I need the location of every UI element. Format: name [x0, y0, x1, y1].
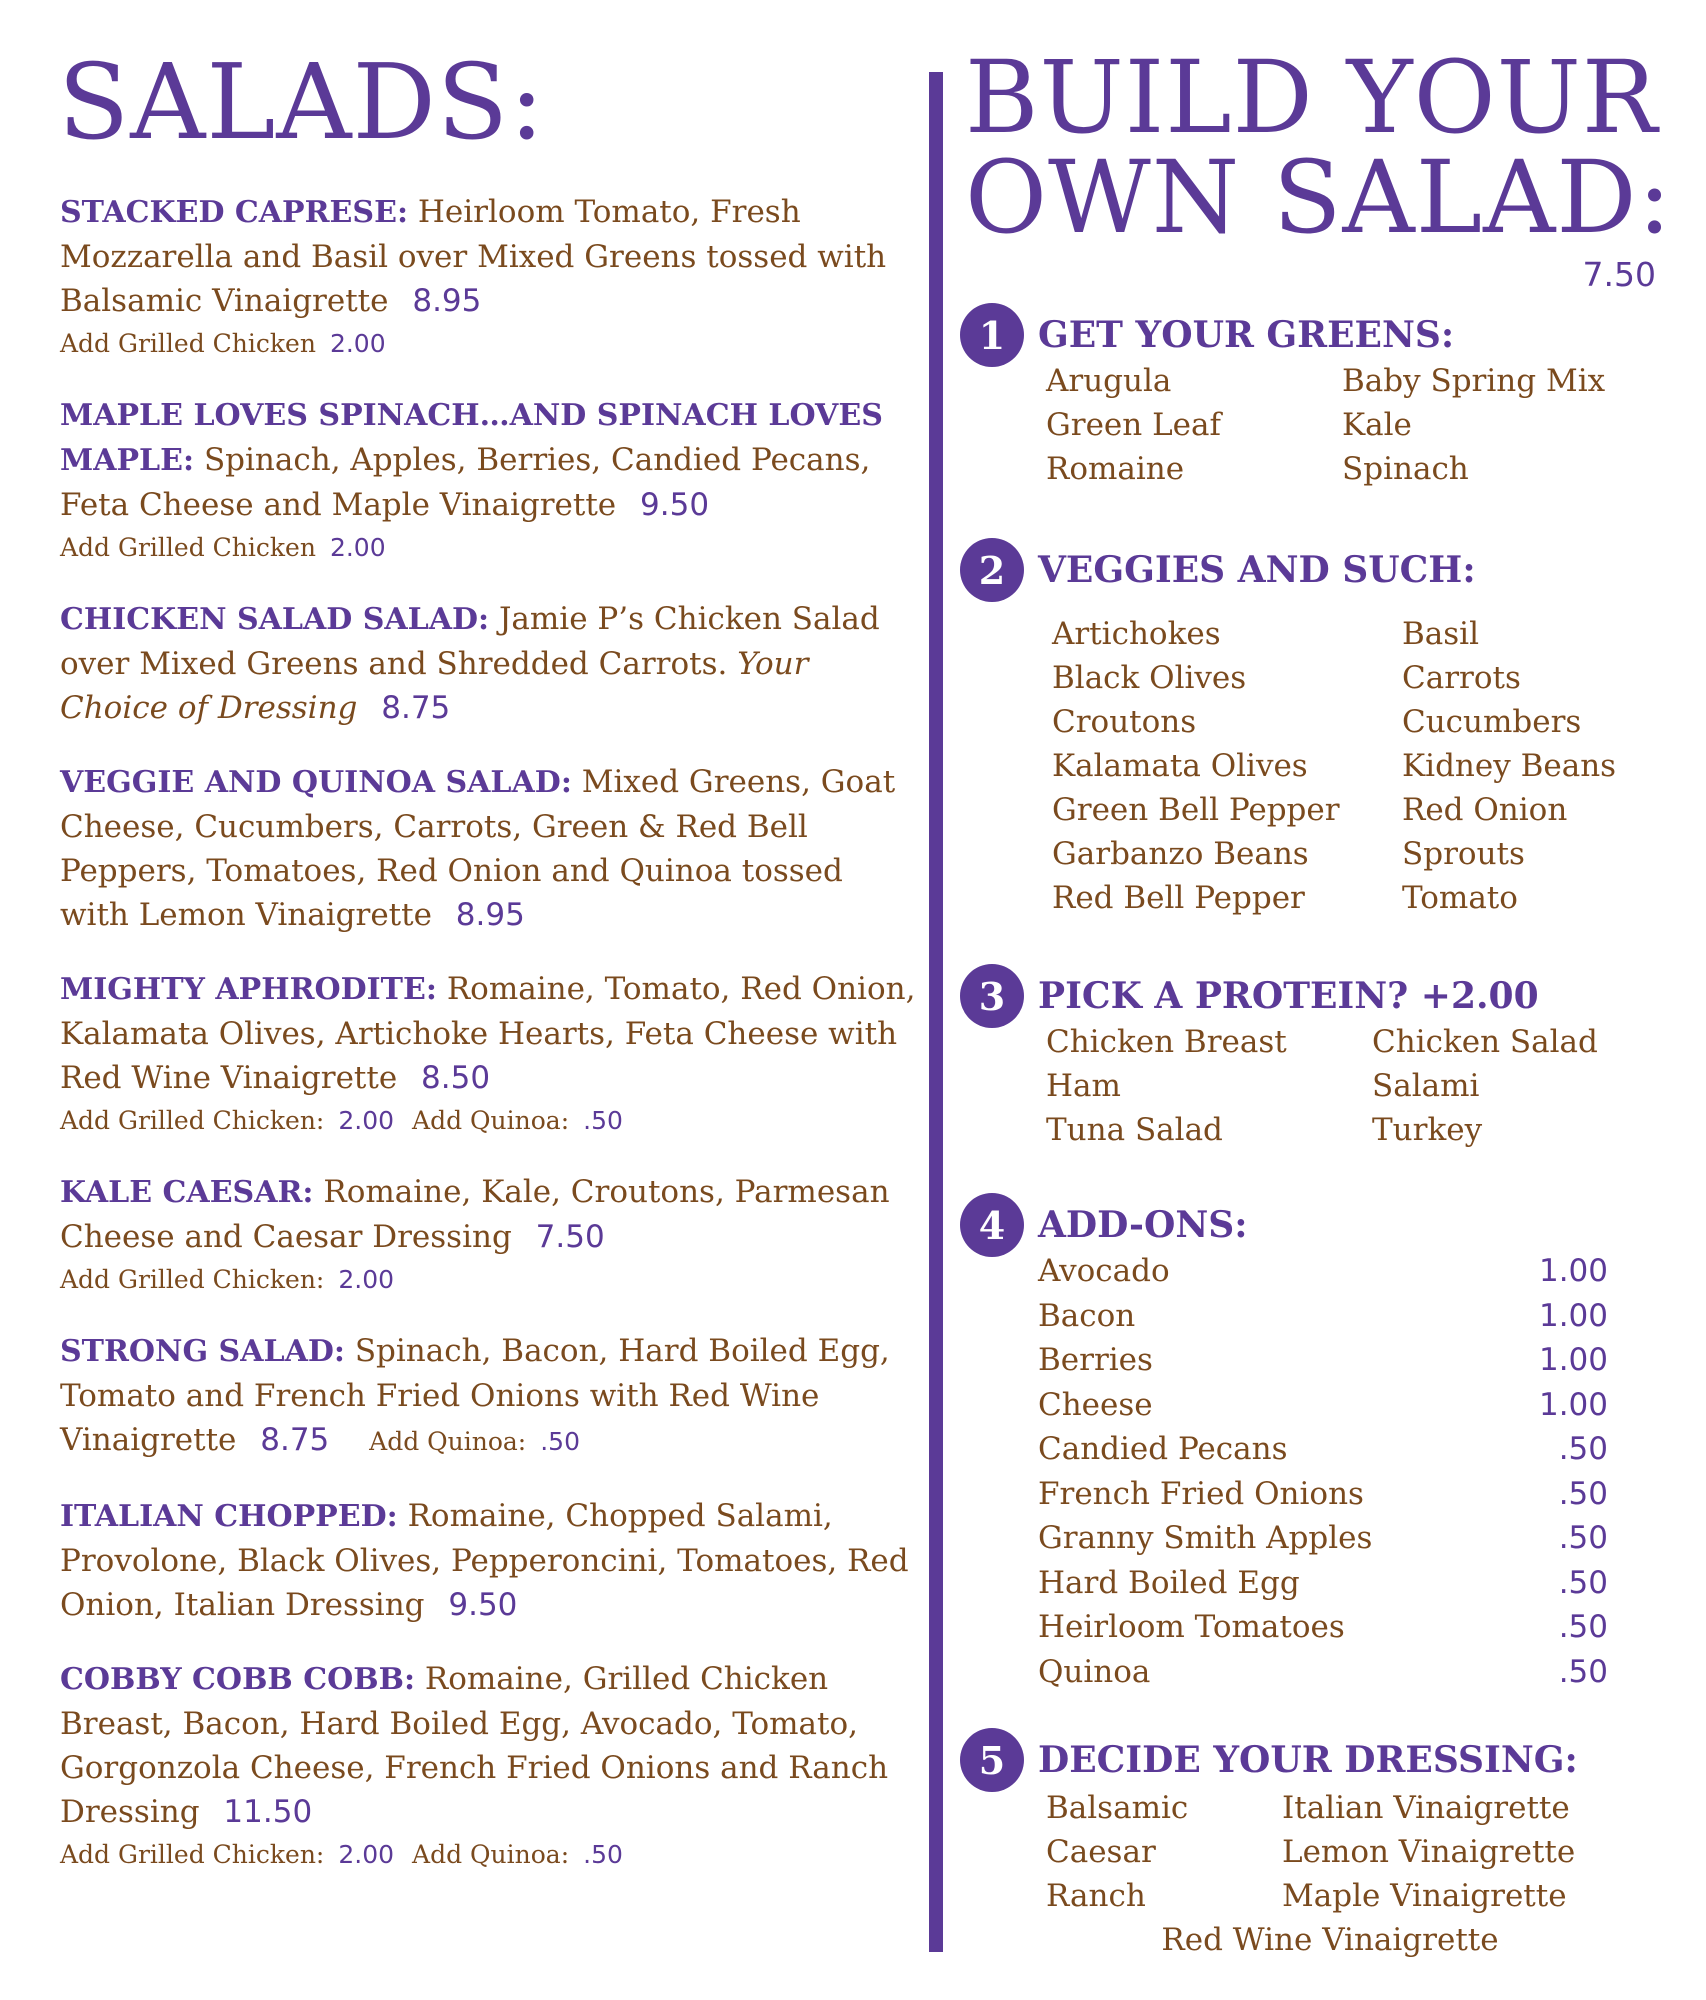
list-item: Arugula — [1046, 363, 1172, 399]
list-item: Cucumbers — [1402, 704, 1582, 740]
item-name: CHICKEN SALAD SALAD: — [60, 602, 490, 637]
list-item: Kalamata Olives — [1052, 748, 1308, 784]
item-description: Spinach, Bacon, Hard Boiled Egg, Tomato and French Fried Onions with Red Wine Vinaigrette — [60, 1333, 890, 1458]
step-protein — [960, 966, 1660, 1152]
addon-name: Hard Boiled Egg — [1038, 1564, 1300, 1601]
list-item: Tuna Salad — [1046, 1112, 1223, 1148]
item-addon-line — [60, 1261, 920, 1299]
step-number-badge: 3 — [960, 964, 1024, 1028]
addon-name: Heirloom Tomatoes — [1038, 1609, 1345, 1645]
list-item: Chicken Breast — [1046, 1024, 1287, 1060]
list-item: Red Wine Vinaigrette — [1161, 1922, 1499, 1958]
item-price: 11.50 — [223, 1794, 313, 1830]
list-item: Red Onion — [1402, 792, 1568, 828]
addon-price: 2.00 — [338, 1265, 395, 1294]
item-name: STACKED CAPRESE: — [60, 195, 409, 230]
addon-name: Cheese — [1038, 1386, 1153, 1423]
addon-name: Candied Pecans — [1038, 1431, 1288, 1467]
step-number-badge: 1 — [960, 303, 1024, 367]
item-price: 8.75 — [381, 690, 451, 726]
list-item: Carrots — [1402, 660, 1521, 696]
item-description: Heirloom Tomato, Fresh Mozzarella and Basil over Mixed Greens tossed with Balsamic Vinaigrette — [60, 194, 887, 319]
item-price: 8.50 — [421, 1060, 491, 1096]
list-item: Croutons — [1052, 704, 1197, 740]
list-item: Salami — [1372, 1068, 1480, 1104]
item-name: KALE CAESAR: — [60, 1175, 314, 1210]
item-description: Spinach, Apples, Berries, Candied Pecans, Feta Cheese and Maple Vinaigrette — [60, 442, 871, 523]
salads-title: SALADS: — [58, 41, 546, 163]
list-item: Maple Vinaigrette — [1282, 1878, 1567, 1914]
addon-name: Avocado — [1038, 1253, 1170, 1289]
list-item: Balsamic — [1046, 1790, 1189, 1826]
list-item: Turkey — [1372, 1112, 1483, 1148]
addon-row — [1038, 1383, 1608, 1428]
menu-item-veggie-quinoa — [60, 760, 920, 937]
list-item: Black Olives — [1052, 660, 1247, 696]
step-greens — [960, 305, 1660, 491]
menu-item-kale-caesar — [60, 1170, 920, 1299]
byo-title-line2: OWN SALAD: — [965, 139, 1673, 256]
list-item: Basil — [1402, 616, 1480, 652]
list-item: Caesar — [1046, 1834, 1156, 1870]
list-item: Romaine — [1046, 451, 1185, 487]
item-name: VEGGIE AND QUINOA SALAD: — [60, 765, 572, 800]
addon-price: 2.00 — [329, 329, 386, 358]
addon-row — [1038, 1249, 1608, 1294]
menu-item-mighty-aphrodite — [60, 967, 920, 1140]
item-description: Romaine, Grilled Chicken Breast, Bacon, Hard Boiled Egg, Avocado, Tomato, Gorgonzola Cheese, French Fried Onions and Ranch Dressing — [60, 1661, 889, 1830]
addon-row — [1038, 1605, 1608, 1650]
item-price: 8.75 — [260, 1422, 330, 1458]
list-item: Ham — [1046, 1068, 1121, 1104]
addon-row — [1038, 1427, 1608, 1472]
addon-name: Quinoa — [1038, 1653, 1151, 1690]
menu-item-maple-spinach — [60, 393, 920, 567]
addon-price: 2.00 — [338, 1106, 395, 1135]
addon-price: 1.00 — [1538, 1342, 1608, 1378]
addon-price: 2.00 — [329, 533, 386, 562]
list-item: Tomato — [1402, 880, 1518, 916]
step-title: VEGGIES AND SUCH: — [1038, 549, 1476, 591]
step-dressing — [960, 1730, 1660, 1962]
item-price: 7.50 — [535, 1219, 605, 1255]
item-description: Romaine, Chopped Salami, Provolone, Black Olives, Pepperoncini, Tomatoes, Red Onion, Italian Dressing — [60, 1498, 909, 1623]
greens-list — [1046, 359, 1660, 491]
addon-price: .50 — [1558, 1564, 1608, 1601]
item-price: 9.50 — [448, 1587, 518, 1623]
addon-label: Add Grilled Chicken — [60, 533, 316, 562]
addon-price: .50 — [583, 1840, 623, 1869]
addon-price: .50 — [1558, 1653, 1608, 1690]
step-number-badge: 2 — [960, 538, 1024, 602]
list-item: Green Leaf — [1046, 407, 1221, 443]
list-item: Garbanzo Beans — [1052, 836, 1309, 872]
step-title: PICK A PROTEIN? +2.00 — [1038, 975, 1539, 1017]
step-title: ADD-ONS: — [1038, 1204, 1248, 1246]
item-price: 9.50 — [640, 487, 710, 523]
list-item: Italian Vinaigrette — [1282, 1790, 1570, 1826]
item-name: STRONG SALAD: — [60, 1334, 345, 1369]
item-description: Romaine, Kale, Croutons, Parmesan Cheese and Caesar Dressing — [60, 1174, 890, 1255]
addon-label: Add Grilled Chicken: — [60, 1840, 325, 1869]
menu-item-italian-chopped — [60, 1494, 920, 1627]
addon-row — [1038, 1650, 1608, 1695]
addon-label: Add Grilled Chicken: — [60, 1106, 325, 1135]
dressing-list — [1046, 1786, 1660, 1918]
menu-item-chicken-salad-salad — [60, 597, 920, 730]
menu-item-stacked-caprese — [60, 190, 920, 363]
step-veggies — [960, 540, 1660, 920]
step-number-badge: 4 — [960, 1193, 1024, 1257]
item-price: 8.95 — [455, 897, 525, 933]
list-item: Baby Spring Mix — [1342, 363, 1606, 399]
item-name: ITALIAN CHOPPED: — [60, 1499, 398, 1534]
item-description: Jamie P’s Chicken Salad over Mixed Greens and Shredded Carrots. — [60, 601, 880, 682]
item-inline-addon — [369, 1427, 580, 1456]
item-addon-line — [60, 1102, 920, 1140]
column-divider — [929, 72, 943, 1952]
addon-row — [1038, 1294, 1608, 1339]
addon-name: Berries — [1038, 1342, 1153, 1378]
addon-name: Granny Smith Apples — [1038, 1520, 1373, 1556]
addon-price: 1.00 — [1538, 1386, 1608, 1423]
addon-price: 2.00 — [338, 1840, 395, 1869]
step-title: GET YOUR GREENS: — [1038, 314, 1455, 356]
addon-label: Add Quinoa: — [369, 1427, 527, 1456]
addon-price: 1.00 — [1538, 1253, 1608, 1289]
protein-list — [1046, 1020, 1660, 1152]
list-item: Artichokes — [1052, 616, 1221, 652]
addon-name: French Fried Onions — [1038, 1475, 1364, 1512]
list-item: Sprouts — [1402, 836, 1525, 872]
item-description: Mixed Greens, Goat Cheese, Cucumbers, Carrots, Green & Red Bell Peppers, Tomatoes, Red Onion and Quinoa tossed with Lemon Vinaigrette — [60, 764, 896, 933]
item-description-italic: Your Choice of Dressing — [60, 646, 809, 726]
step-number-badge: 5 — [960, 1728, 1024, 1792]
addon-price: .50 — [583, 1106, 623, 1135]
item-name: COBBY COBB COBB: — [60, 1662, 416, 1697]
list-item: Spinach — [1342, 451, 1469, 487]
list-item: Kidney Beans — [1402, 748, 1617, 784]
addon-price: .50 — [1558, 1431, 1608, 1467]
item-name: MIGHTY APHRODITE: — [60, 972, 437, 1007]
addon-price: .50 — [1558, 1609, 1608, 1645]
byo-price: 7.50 — [1582, 255, 1656, 294]
item-addon-line — [60, 1836, 920, 1874]
list-item: Lemon Vinaigrette — [1282, 1834, 1576, 1870]
veggies-list — [1052, 612, 1660, 920]
menu-item-cobby-cobb-cobb — [60, 1657, 920, 1874]
addon-label: Add Grilled Chicken — [60, 329, 316, 358]
item-price: 8.95 — [412, 283, 482, 319]
addon-price: .50 — [1558, 1520, 1608, 1556]
addon-row — [1038, 1472, 1608, 1517]
addon-label: Add Grilled Chicken: — [60, 1265, 325, 1294]
list-item: Kale — [1342, 407, 1412, 443]
list-item: Red Bell Pepper — [1052, 880, 1305, 916]
addon-row — [1038, 1561, 1608, 1606]
step-title: DECIDE YOUR DRESSING: — [1038, 1739, 1578, 1781]
item-addon-line — [60, 529, 920, 567]
addon-row — [1038, 1516, 1608, 1561]
menu-item-strong-salad — [60, 1329, 920, 1464]
list-item: Ranch — [1046, 1878, 1146, 1914]
addon-price: .50 — [1558, 1475, 1608, 1512]
item-addon-line — [60, 325, 920, 363]
addon-name: Bacon — [1038, 1297, 1136, 1334]
list-item: Green Bell Pepper — [1052, 792, 1340, 828]
step-addons — [960, 1195, 1660, 1694]
addons-list — [1038, 1249, 1608, 1694]
item-description: Romaine, Tomato, Red Onion, Kalamata Olives, Artichoke Hearts, Feta Cheese with Red Wine Vinaigrette — [60, 971, 916, 1096]
addon-label: Add Quinoa: — [412, 1106, 570, 1135]
addon-label: Add Quinoa: — [412, 1840, 570, 1869]
item-name: MAPLE LOVES SPINACH…AND SPINACH LOVES MAPLE: — [60, 398, 883, 478]
salads-list — [60, 190, 920, 1904]
addon-row — [1038, 1338, 1608, 1383]
addon-price: .50 — [540, 1427, 580, 1456]
addon-price: 1.00 — [1538, 1297, 1608, 1334]
list-item: Chicken Salad — [1372, 1024, 1598, 1060]
byo-title-line1: BUILD YOUR — [965, 39, 1659, 156]
